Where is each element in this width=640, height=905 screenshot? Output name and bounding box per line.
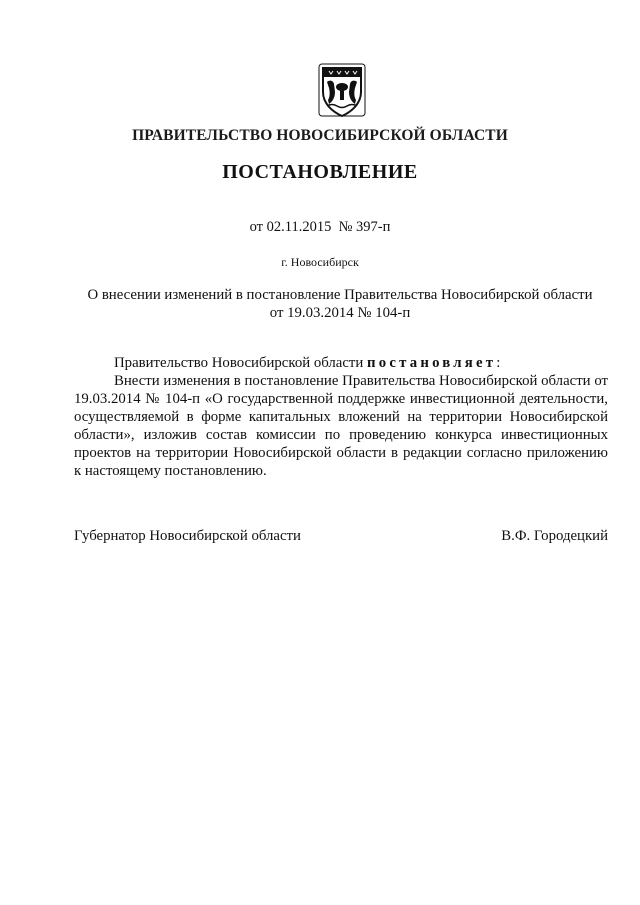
- novosibirsk-coat-of-arms-icon: [317, 62, 367, 118]
- resolves-suffix: :: [496, 355, 501, 371]
- document-number: № 397-п: [338, 219, 391, 235]
- resolves-prefix: Правительство Новосибирской области: [114, 355, 364, 371]
- subject-line-2: от 19.03.2014 № 104-п: [269, 305, 411, 321]
- document-date: от 02.11.2015: [249, 219, 332, 235]
- signatory-role: Губернатор Новосибирской области: [74, 528, 301, 544]
- document-body: [74, 354, 608, 480]
- resolves-paragraph: [74, 354, 608, 372]
- resolves-word: постановляет: [367, 355, 497, 371]
- document-type-title: ПОСТАНОВЛЕНИЕ: [222, 161, 418, 183]
- city-line: г. Новосибирск: [281, 255, 359, 269]
- document-subject: [60, 286, 620, 322]
- organization-title: ПРАВИТЕЛЬСТВО НОВОСИБИРСКОЙ ОБЛАСТИ: [132, 127, 508, 144]
- signatory-name: В.Ф. Городецкий: [501, 528, 608, 544]
- body-paragraph: Внести изменения в постановление Правительства Новосибирской области от 19.03.2014 № 104-п «О государственной поддержке инвестиционной деятельности, осуществляемой в форме капитальных вложений на территории Новосибирской области», изложив состав комиссии по проведению конкурса инвестиционных проектов на территории Новосибирской области в редакции согласно приложению к настоящему постановлению.: [74, 373, 608, 479]
- date-number-line: [0, 219, 640, 236]
- subject-line-1: О внесении изменений в постановление Правительства Новосибирской области: [87, 287, 593, 303]
